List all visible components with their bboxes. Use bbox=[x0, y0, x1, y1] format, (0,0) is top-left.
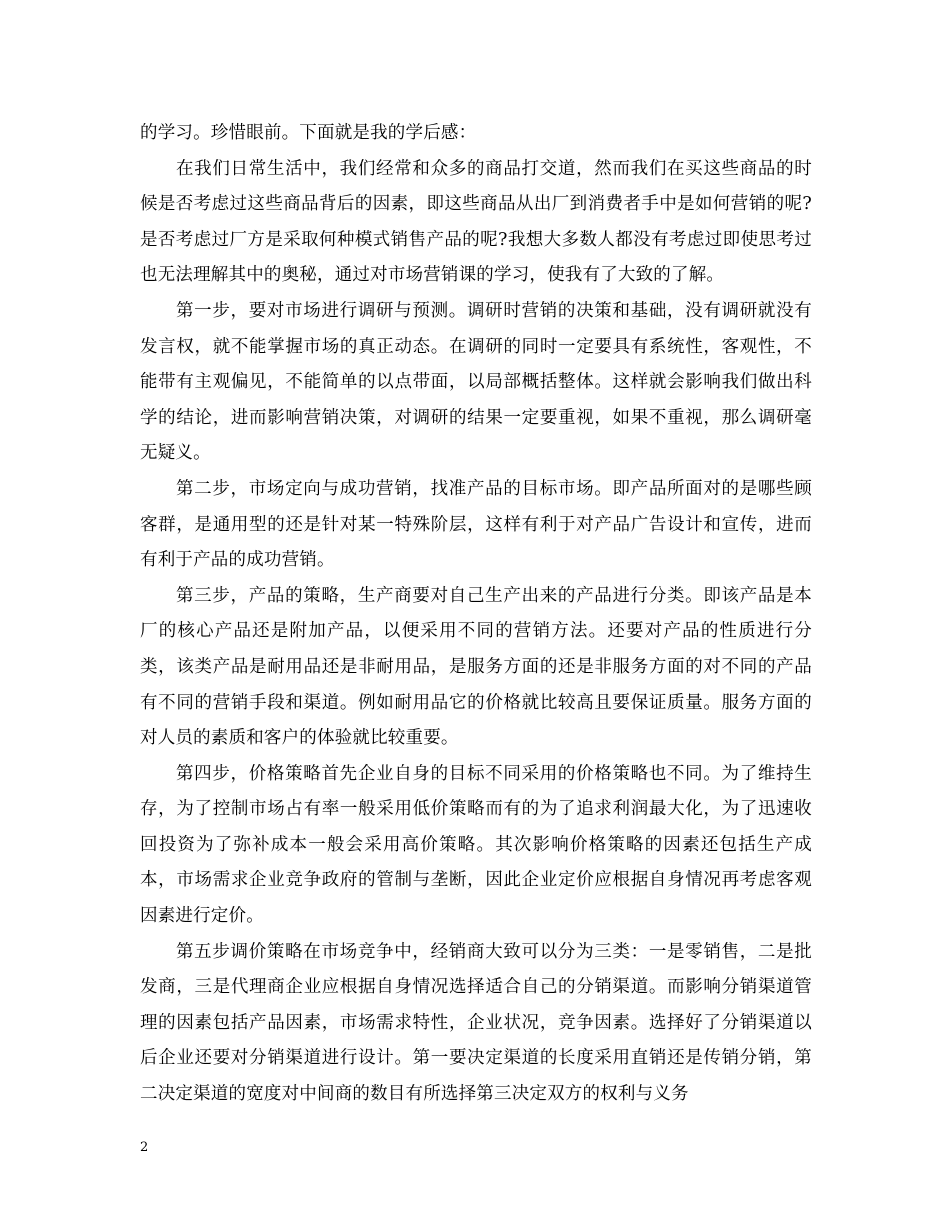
paragraph-intro-continuation: 的学习。珍惜眼前。下面就是我的学后感： bbox=[140, 123, 477, 143]
paragraph-step-two: 第二步，市场定向与成功营销，找准产品的目标市场。即产品所面对的是哪些顾客群，是通用型的还是针对某一特殊阶层，这样有利于对产品广告设计和宣传，进而有利于产品的成功营销。 bbox=[140, 478, 812, 571]
paragraph-daily-life: 在我们日常生活中，我们经常和众多的商品打交道，然而我们在买这些商品的时候是否考虑过这些商品背后的因素，即这些商品从出厂到消费者手中是如何营销的呢?是否考虑过厂方是采取何种模式销售产品的呢?我想大多数人都没有考虑过即使思考过也无法理解其中的奥秘，通过对市场营销课的学习，使我有了大致的了解。 bbox=[140, 158, 812, 286]
page-number: 2 bbox=[140, 1140, 149, 1155]
paragraph-step-three: 第三步，产品的策略，生产商要对自己生产出来的产品进行分类。即该产品是本厂的核心产品还是附加产品，以便采用不同的营销方法。还要对产品的性质进行分类，该类产品是耐用品还是非耐用品，是服务方面的还是非服务方面的对不同的产品有不同的营销手段和渠道。例如耐用品它的价格就比较高且要保证质量。服务方面的对人员的素质和客户的体验就比较重要。 bbox=[140, 585, 812, 749]
paragraph-step-four: 第四步，价格策略首先企业自身的目标不同采用的价格策略也不同。为了维持生存，为了控制市场占有率一般采用低价策略而有的为了追求利润最大化，为了迅速收回投资为了弥补成本一般会采用高价策略。其次影响价格策略的因素还包括生产成本，市场需求企业竞争政府的管制与垄断，因此企业定价应根据自身情况再考虑客观因素进行定价。 bbox=[140, 763, 812, 927]
document-body bbox=[140, 116, 812, 1113]
paragraph-step-five: 第五步调价策略在市场竞争中，经销商大致可以分为三类：一是零销售，二是批发商，三是代理商企业应根据自身情况选择适合自己的分销渠道。而影响分销渠道管理的因素包括产品因素，市场需求特性，企业状况，竞争因素。选择好了分销渠道以后企业还要对分销渠道进行设计。第一要决定渠道的长度采用直销还是传销分销，第二决定渠道的宽度对中间商的数目有所选择第三决定双方的权利与义务 bbox=[140, 941, 812, 1105]
paragraph-step-one: 第一步，要对市场进行调研与预测。调研时营销的决策和基础，没有调研就没有发言权，就不能掌握市场的真正动态。在调研的同时一定要具有系统性，客观性，不能带有主观偏见，不能简单的以点带面，以局部概括整体。这样就会影响我们做出科学的结论，进而影响营销决策，对调研的结果一定要重视，如果不重视，那么调研毫无疑义。 bbox=[140, 300, 812, 464]
